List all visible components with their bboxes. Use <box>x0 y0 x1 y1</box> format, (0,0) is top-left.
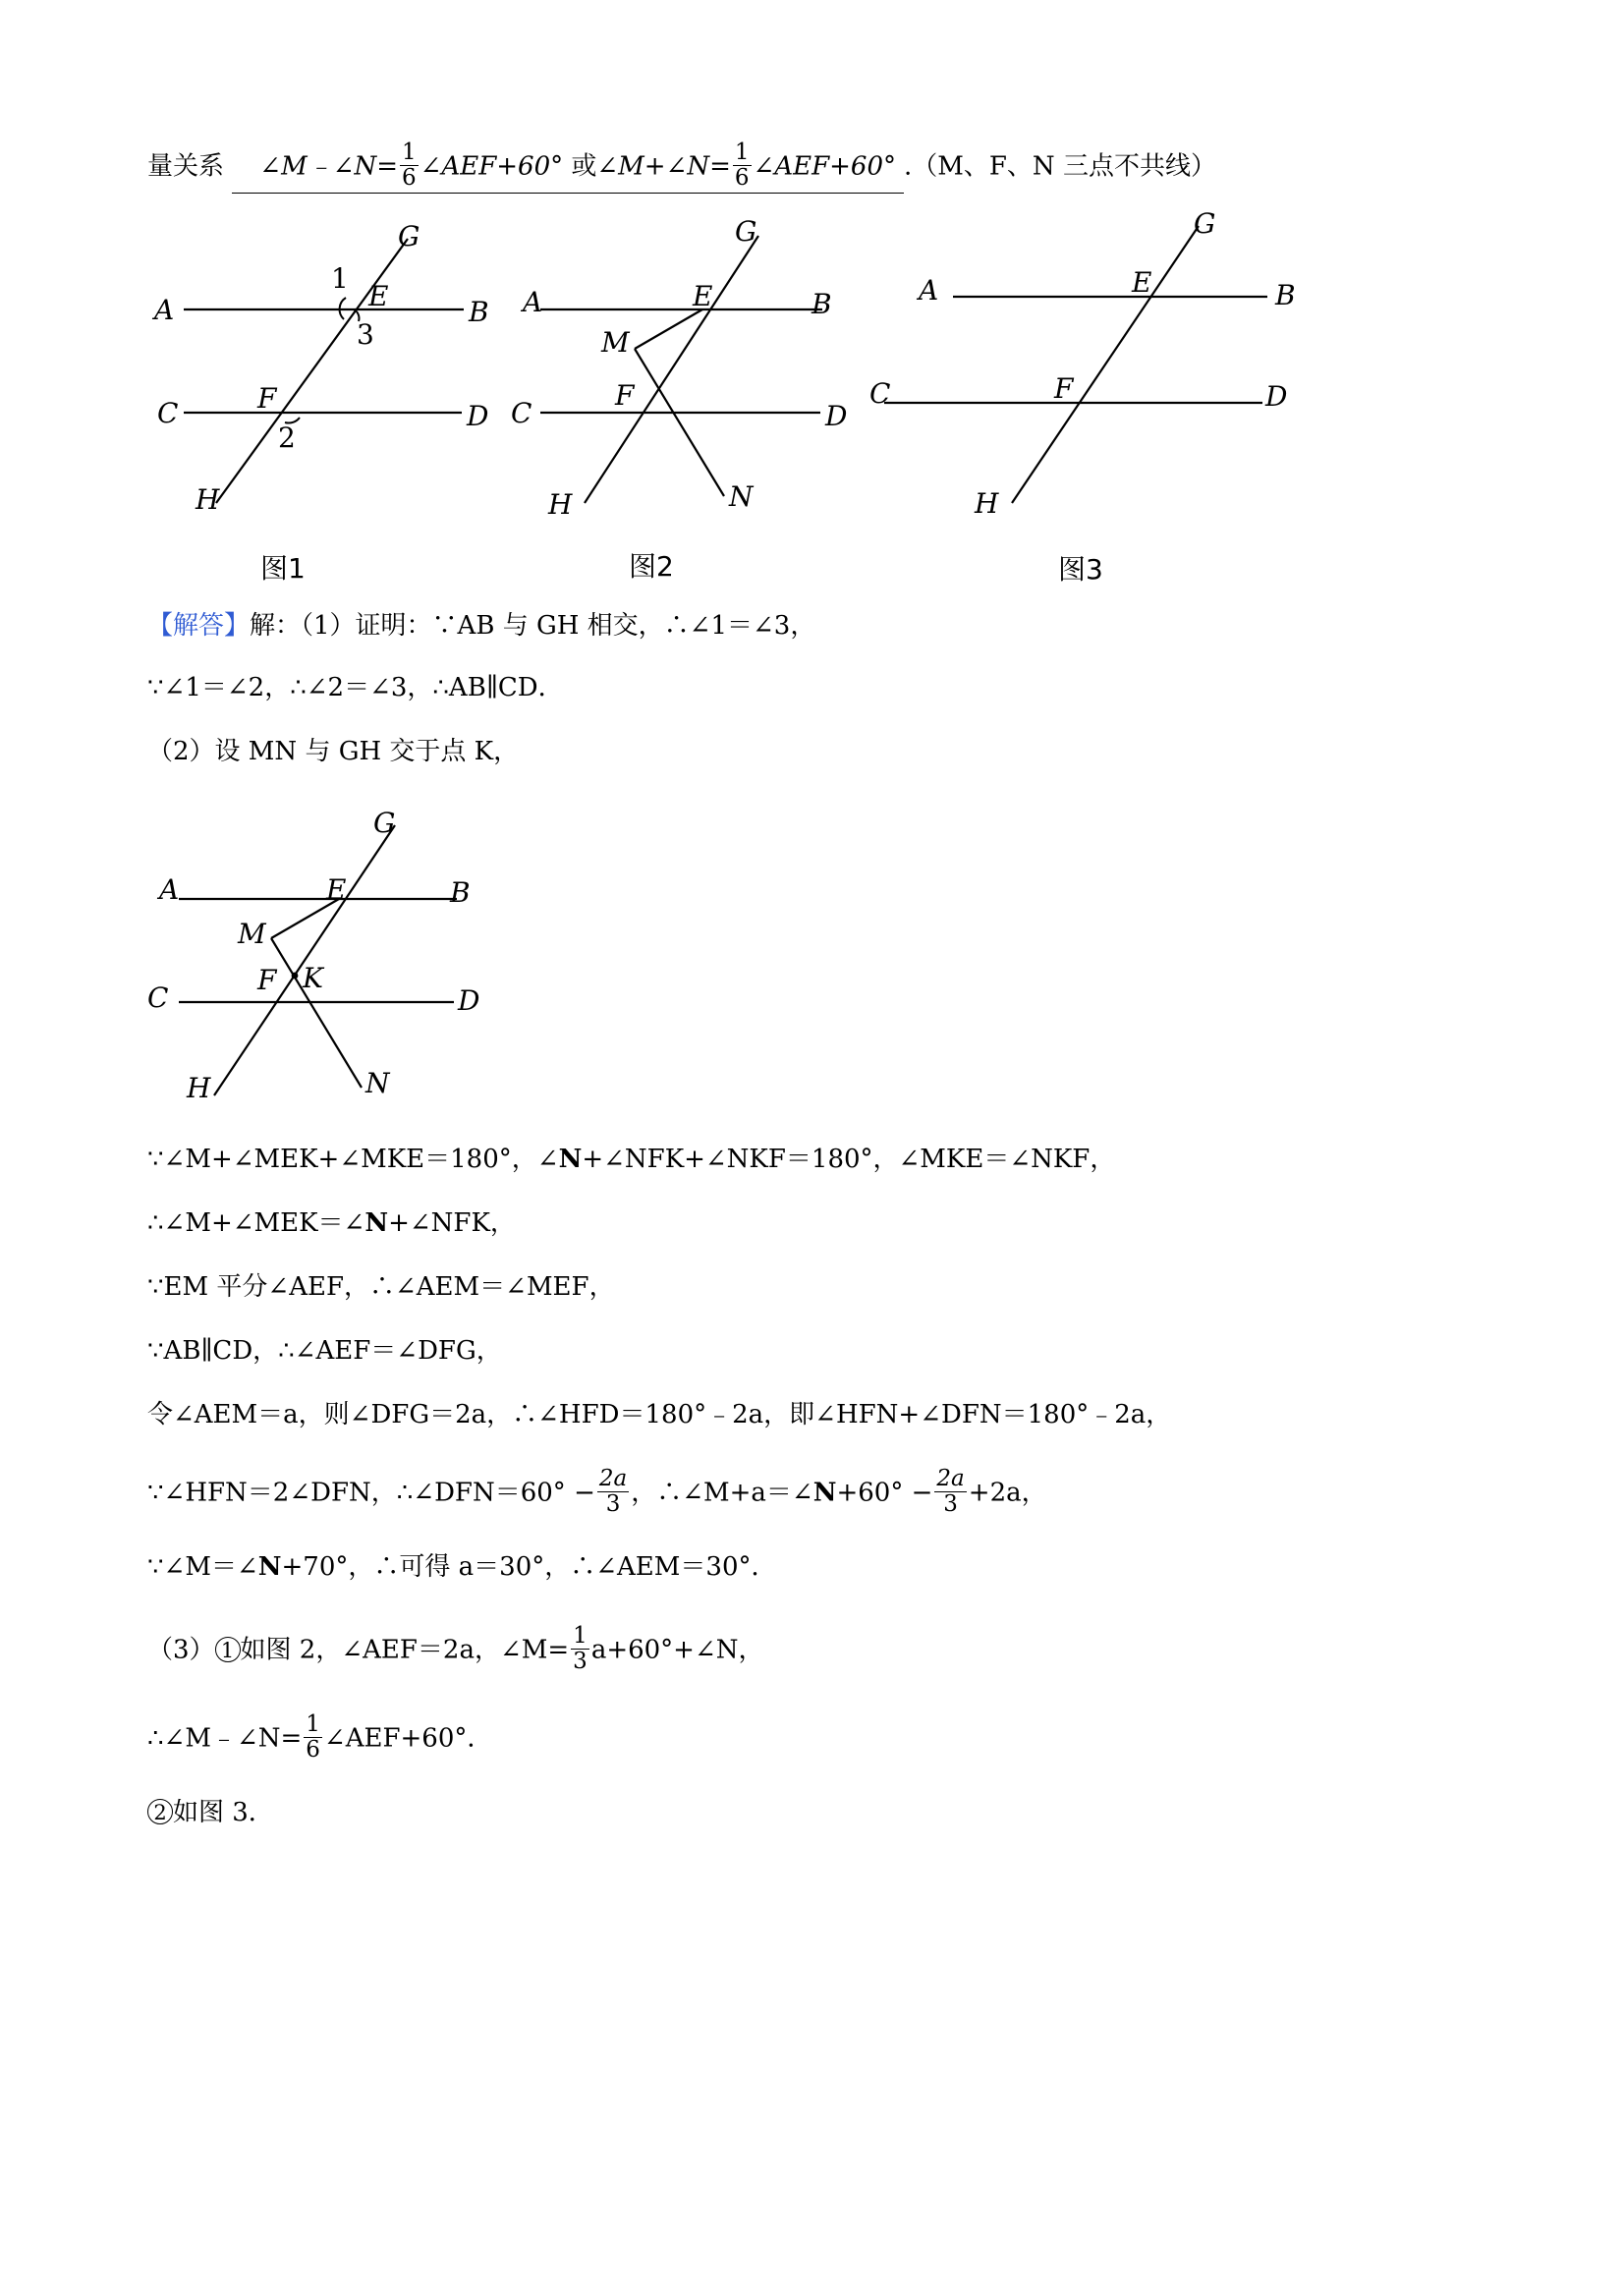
solution-line-7: ∵AB∥CD，∴∠AEF＝∠DFG， <box>147 1336 502 1366</box>
label-F: F <box>615 379 635 412</box>
figure-k <box>138 801 491 1115</box>
fraction: $\frac{1}{6}$ <box>734 140 750 191</box>
answer-blank: ∠M﹣∠N= $\frac{1}{6}$ ∠AEF+60° 或∠M+∠N= $\frac{1}{6}$ ∠AEF+60° <box>232 142 904 194</box>
label-B: B <box>450 876 471 909</box>
figure-1-caption: 图1 <box>260 552 306 585</box>
label-A: A <box>154 294 175 326</box>
label-H: H <box>548 488 573 521</box>
circled-number: 2 <box>147 1799 173 1824</box>
label-H: H <box>975 487 999 520</box>
solution-line-3: （2）设 MN 与 GH 交于点 K， <box>147 737 520 766</box>
label-3: 3 <box>357 318 374 351</box>
label-G: G <box>1194 207 1216 240</box>
label-M: M <box>238 918 266 950</box>
label-C: C <box>157 397 179 429</box>
label-F: F <box>257 382 277 415</box>
answer-line <box>147 140 1216 191</box>
solution-line-1: 【解答】解：（1）证明：∵AB 与 GH 相交，∴∠1＝∠3， <box>147 611 816 641</box>
label-E: E <box>1132 266 1152 299</box>
label-E: E <box>368 280 389 312</box>
solution-line-10: ∵∠M＝∠N+70°，∴可得 a＝30°，∴∠AEM＝30°． <box>147 1552 777 1582</box>
label-D: D <box>467 400 489 432</box>
fraction: $\frac{2a}{3}$ <box>936 1466 965 1517</box>
solution-line-4: ∵∠M+∠MEK+∠MKE＝180°，∠N+∠NFK+∠NKF＝180°，∠MKE＝∠NKF， <box>147 1145 1116 1174</box>
label-N: N <box>365 1067 390 1099</box>
label-H: H <box>187 1072 211 1104</box>
label-C: C <box>869 377 891 410</box>
solution-line-11: （3） 1 如图 2，∠AEF＝2a，∠M= $\frac{1}{3}$ a+60°+∠N， <box>147 1623 764 1674</box>
label-A: A <box>523 286 543 318</box>
figure-2 <box>501 211 855 526</box>
fraction: $\frac{1}{3}$ <box>573 1623 588 1674</box>
label-B: B <box>812 288 832 320</box>
figure-3-caption: 图3 <box>1058 553 1103 586</box>
label-D: D <box>1265 380 1288 413</box>
label-B: B <box>1275 279 1296 311</box>
solution-line-6: ∵EM 平分∠AEF，∴∠AEM＝∠MEF， <box>147 1272 615 1302</box>
label-G: G <box>398 220 420 252</box>
label-A: A <box>919 274 939 307</box>
solution-line-5: ∴∠M+∠MEK＝∠N+∠NFK， <box>147 1208 516 1238</box>
fraction: $\frac{1}{6}$ <box>306 1711 320 1763</box>
prefix-text: 量关系 <box>147 151 225 182</box>
circled-number: 1 <box>215 1637 241 1662</box>
label-G: G <box>735 215 757 248</box>
label-B: B <box>469 296 489 328</box>
solution-line-12: ∴∠M﹣∠N= $\frac{1}{6}$ ∠AEF+60°． <box>147 1711 493 1763</box>
label-N: N <box>729 480 754 513</box>
figure-3 <box>865 201 1316 526</box>
fraction: $\frac{2a}{3}$ <box>598 1466 628 1517</box>
figure-2-caption: 图2 <box>629 550 674 583</box>
label-M: M <box>601 326 630 359</box>
solution-line-2: ∵∠1＝∠2，∴∠2＝∠3，∴AB∥CD． <box>147 673 564 702</box>
label-1: 1 <box>331 262 349 295</box>
label-E: E <box>326 873 347 906</box>
solution-line-9: ∵∠HFN＝2∠DFN，∴∠DFN＝60° − $\frac{2a}{3}$ ，∴∠M+a＝∠N+60° − $\frac{2a}{3}$ +2a， <box>147 1466 1047 1517</box>
label-E: E <box>693 280 713 312</box>
suffix-text: .（M、F、N 三点不共线） <box>904 151 1216 182</box>
solution-line-8: 令∠AEM＝a，则∠DFG＝2a，∴∠HFD＝180°﹣2a，即∠HFN+∠DFN＝180°﹣2a， <box>147 1400 1172 1429</box>
solution-line-13: 2 如图 3． <box>147 1793 274 1832</box>
figure-1 <box>142 211 489 526</box>
label-A: A <box>159 873 180 906</box>
label-G: G <box>373 807 396 839</box>
fraction: $\frac{1}{6}$ <box>402 140 417 191</box>
label-D: D <box>458 984 480 1017</box>
answer-tag: 【解答】 <box>147 611 251 641</box>
label-F: F <box>257 964 277 996</box>
label-K: K <box>303 962 323 994</box>
label-H: H <box>196 483 220 516</box>
label-F: F <box>1054 372 1074 405</box>
label-C: C <box>147 981 169 1014</box>
label-C: C <box>511 397 532 429</box>
label-D: D <box>825 400 848 432</box>
label-2: 2 <box>278 421 296 454</box>
